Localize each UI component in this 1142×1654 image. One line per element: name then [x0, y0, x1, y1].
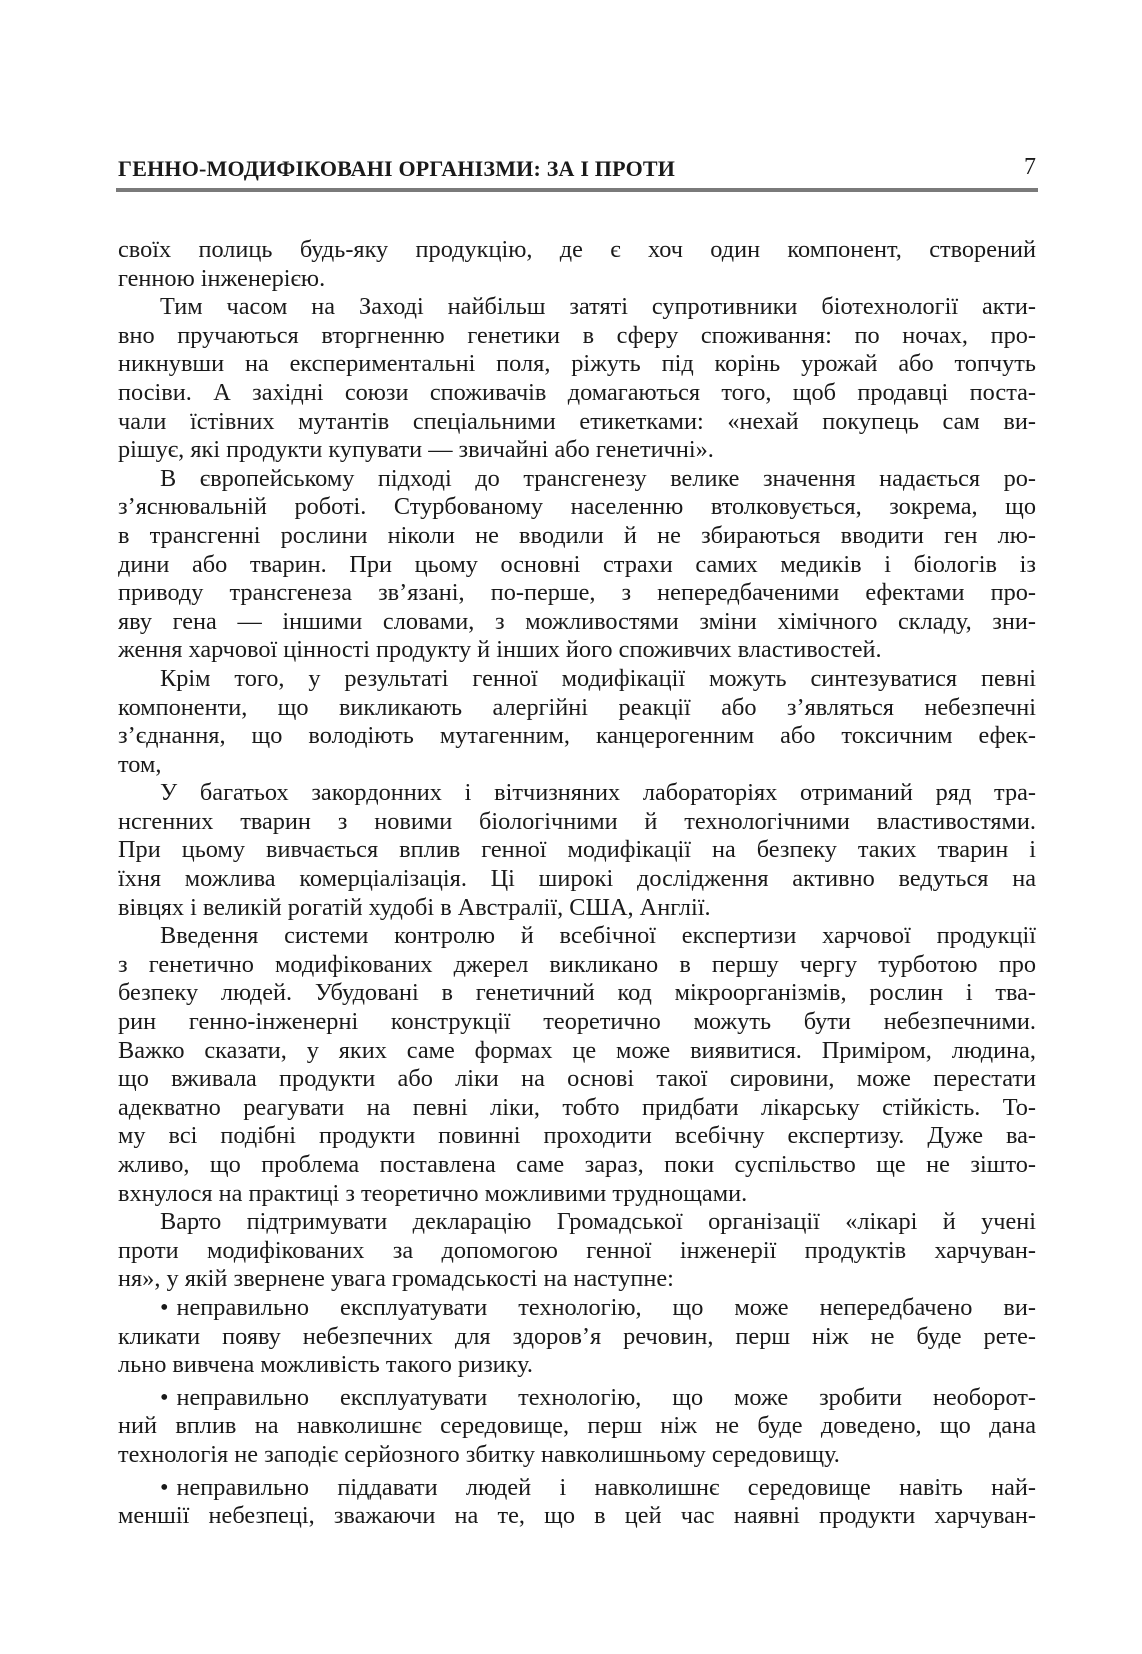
text-line [118, 493, 1036, 522]
line-text: з’яснювальній роботі. Стурбованому населенню втолковується, зокрема, що [118, 493, 1036, 521]
text-line [118, 751, 1036, 780]
text-line [118, 1008, 1036, 1037]
line-text: Варто підтримувати декларацію Громадської організації «лікарі й учені [160, 1208, 1036, 1236]
line-text: Крім того, у результаті генної модифікації можуть синтезуватися певні [160, 664, 1036, 692]
line-text: ний вплив на навколишнє середовище, перш ніж не буде доведено, що дана [118, 1412, 1036, 1440]
text-line [118, 979, 1036, 1008]
text-line [118, 608, 1036, 637]
line-text: меншії небезпеці, зважаючи на те, що в цей час наявні продукти харчуван- [118, 1502, 1036, 1530]
text-line [118, 1094, 1036, 1123]
paragraph [118, 293, 1036, 465]
text-line [118, 1065, 1036, 1094]
running-header [116, 152, 1038, 192]
line-text: рішує, які продукти купувати — звичайні або генетичні». [118, 436, 714, 464]
line-text: компоненти, що викликають алергійні реакції або з’являться небезпечні [118, 693, 1036, 721]
bullet-icon: • [160, 1473, 169, 1501]
text-line [118, 579, 1036, 608]
text-line [118, 694, 1036, 723]
paragraph [118, 1208, 1036, 1294]
text-line [118, 922, 1036, 951]
body-text [118, 236, 1036, 1531]
line-text: чали їстівних мутантів спеціальними етикетками: «нехай покупець сам ви- [118, 407, 1036, 435]
paragraph [118, 465, 1036, 665]
line-text: В європейському підході до трансгенезу велике значення надається ро- [160, 464, 1036, 492]
page-number: 7 [1024, 154, 1036, 180]
line-text: яву гена — іншими словами, з можливостями зміни хімічного складу, зни- [118, 607, 1036, 635]
text-line [118, 408, 1036, 437]
text-line [118, 236, 1036, 265]
text-line [118, 1474, 1036, 1503]
text-line [118, 522, 1036, 551]
line-text: ня», у якій звернене увага громадськості на наступне: [118, 1265, 674, 1293]
text-line [118, 1208, 1036, 1237]
line-text: неправильно піддавати людей і навколишнє середовище навіть най- [176, 1473, 1036, 1501]
line-text: никнувши на експериментальні поля, ріжуть під корінь урожай або топчуть [118, 350, 1036, 378]
line-text: неправильно експлуатувати технологію, що може непередбачено ви- [176, 1293, 1036, 1321]
line-text: неправильно експлуатувати технологію, що може зробити необорот- [176, 1383, 1036, 1411]
bullet-item [118, 1474, 1036, 1531]
line-text: ження харчової цінності продукту й інших його споживчих властивостей. [118, 636, 882, 664]
line-text: Введення системи контролю й всебічної експертизи харчової продукції [160, 922, 1036, 950]
line-text: Важко сказати, у яких саме формах це може виявитися. Приміром, людина, [118, 1036, 1036, 1064]
line-text: жливо, що проблема поставлена саме зараз, поки суспільство ще не зішто- [118, 1151, 1036, 1178]
line-text: безпеку людей. Убудовані в генетичний код мікроорганізмів, рослин і тва- [118, 979, 1036, 1007]
text-line [118, 1412, 1036, 1441]
line-text: кликати появу небезпечних для здоров’я речовин, перш ніж не буде рете- [118, 1322, 1036, 1350]
line-text: посіви. А західні союзи споживачів домагаються того, щоб продавці поста- [118, 378, 1036, 406]
text-line [118, 1323, 1036, 1352]
bullet-item [118, 1294, 1036, 1380]
text-line [118, 1351, 1036, 1380]
line-text: своїх полиць будь-яку продукцію, де є хоч один компонент, створений [118, 236, 1036, 263]
line-text: При цьому вивчається вплив генної модифікації на безпеку таких тварин і [118, 836, 1036, 864]
text-line [118, 1037, 1036, 1066]
text-line [118, 665, 1036, 694]
line-text: їхня можлива комерціалізація. Ці широкі дослідження активно ведуться на [118, 865, 1036, 893]
text-line [118, 1384, 1036, 1413]
text-line [118, 265, 1036, 294]
paragraph [118, 665, 1036, 779]
paragraph [118, 779, 1036, 922]
line-text: дини або тварин. При цьому основні страхи самих медиків і біологів із [118, 550, 1036, 578]
text-line [118, 322, 1036, 351]
line-text: з генетично модифікованих джерел викликано в першу чергу турботою про [118, 950, 1036, 978]
text-line [118, 894, 1036, 923]
text-line [118, 865, 1036, 894]
bullet-icon: • [160, 1293, 169, 1321]
bullet-icon: • [160, 1383, 169, 1411]
text-line [118, 551, 1036, 580]
line-text: том, [118, 750, 162, 778]
text-line [118, 465, 1036, 494]
text-line [118, 951, 1036, 980]
text-line [118, 350, 1036, 379]
line-text: нсгенних тварин з новими біологічними й технологічними властивостями. [118, 807, 1036, 835]
text-line [118, 1122, 1036, 1151]
running-title: ГЕННО-МОДИФІКОВАНІ ОРГАНІЗМИ: ЗА І ПРОТИ [118, 156, 676, 181]
text-line [118, 836, 1036, 865]
text-line [118, 293, 1036, 322]
line-text: в трансгенні рослини ніколи не вводили й не збираються вводити ген лю- [118, 521, 1036, 549]
text-line [118, 808, 1036, 837]
line-text: Тим часом на Заході найбільш затяті супротивники біотехнології акти- [160, 293, 1036, 321]
text-line [118, 1502, 1036, 1531]
line-text: адекватно реагувати на певні ліки, тобто придбати лікарську стійкість. То- [118, 1093, 1036, 1121]
text-line [118, 779, 1036, 808]
line-text: льно вивчена можливість такого ризику. [118, 1351, 533, 1379]
text-line [118, 1151, 1036, 1180]
text-line [118, 722, 1036, 751]
line-text: рин генно-інженерні конструкції теоретично можуть бути небезпечними. [118, 1008, 1036, 1036]
line-text: що вживала продукти або ліки на основі такої сировини, може перестати [118, 1065, 1036, 1093]
line-text: з’єднання, що володіють мутагенним, канцерогенним або токсичним ефек- [118, 722, 1036, 750]
text-line [118, 1265, 1036, 1294]
text-line [118, 379, 1036, 408]
text-line [118, 636, 1036, 665]
line-text: вно пручаються вторгненню генетики в сферу споживання: по ночах, про- [118, 321, 1036, 349]
text-line [118, 436, 1036, 465]
line-text: У багатьох закордонних і вітчизняних лабораторіях отриманий ряд тра- [160, 779, 1036, 807]
line-text: генною інженерією. [118, 264, 326, 292]
line-text: му всі подібні продукти повинні проходити всебічну експертизу. Дуже ва- [118, 1122, 1036, 1150]
text-line [118, 1294, 1036, 1323]
paragraph [118, 236, 1036, 293]
line-text: приводу трансгенеза зв’язані, по-перше, з непередбаченими ефектами про- [118, 579, 1036, 607]
line-text: вівцях і великій рогатій худобі в Австралії, США, Англії. [118, 893, 711, 921]
line-text: технологія не заподіє серйозного збитку навколишньому середовищу. [118, 1440, 840, 1468]
text-line [118, 1180, 1036, 1209]
paragraph [118, 922, 1036, 1208]
line-text: вхнулося на практиці з теоретично можливими труднощами. [118, 1179, 748, 1207]
text-line [118, 1441, 1036, 1470]
text-line [118, 1237, 1036, 1266]
bullet-item [118, 1384, 1036, 1470]
line-text: проти модифікованих за допомогою генної інженерії продуктів харчуван- [118, 1236, 1036, 1264]
